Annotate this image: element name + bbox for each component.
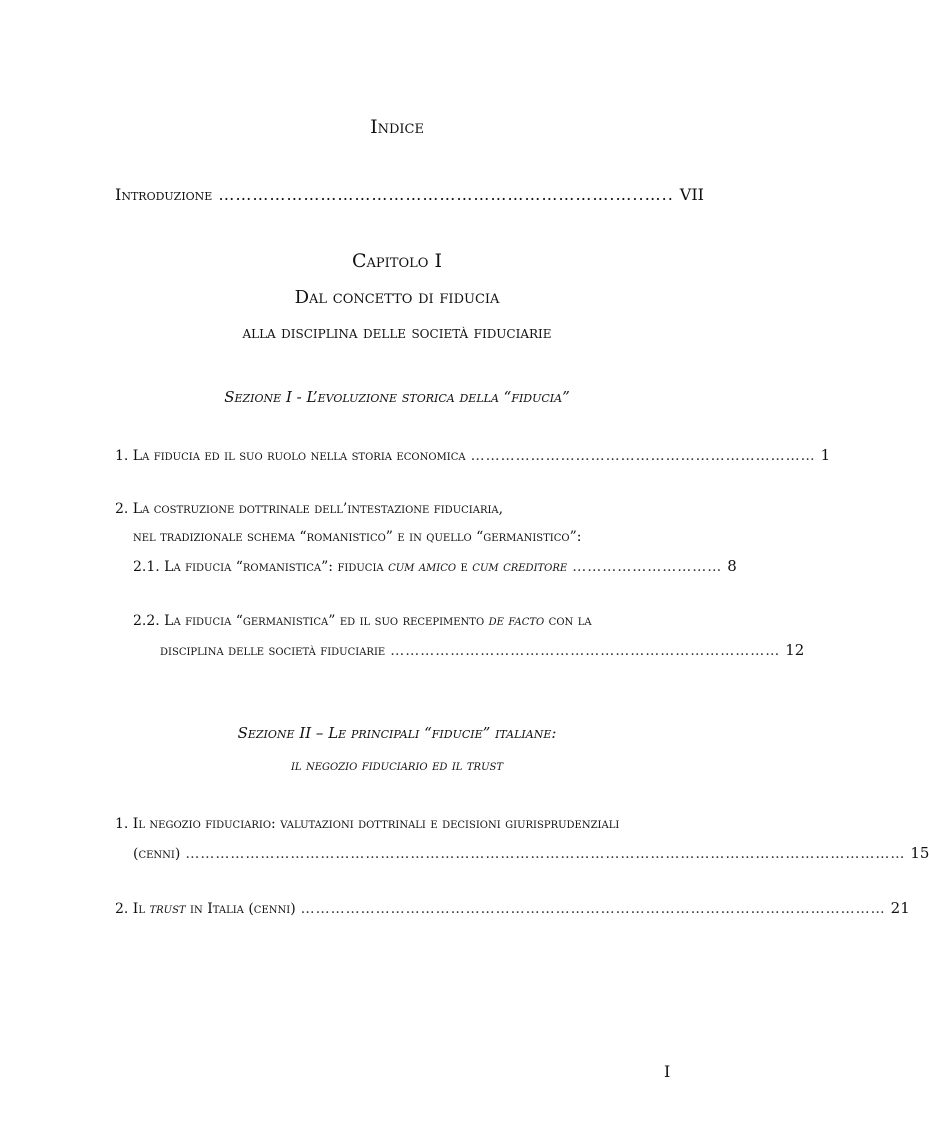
toc-entry-italic: cum creditore xyxy=(472,559,568,575)
toc-entry-text: 2. Il xyxy=(115,901,150,917)
toc-entry-1-2-line1[interactable]: 2. La costruzione dottrinale dell’intestazione fiduciaria, xyxy=(115,501,504,517)
toc-entry-2-1-line1[interactable]: 1. Il negozio fiduciario: valutazioni dottrinali e decisioni giurisprudenziali xyxy=(115,816,620,832)
toc-leader-dots: …………………………………………………………… xyxy=(470,448,816,464)
toc-entry-2-2[interactable] xyxy=(115,899,910,917)
toc-entry-text: e xyxy=(456,559,473,575)
toc-leader-dots: …………………………………………………………….…..….. xyxy=(218,185,674,204)
chapter-title-line1: Dal concetto di fiducia xyxy=(294,287,500,308)
chapter-title-line2: alla disciplina delle società fiduciarie xyxy=(242,323,552,343)
toc-entry-1-2-2-line1[interactable] xyxy=(133,613,592,629)
toc-entry-label xyxy=(115,901,296,917)
page-number: I xyxy=(664,1062,671,1081)
page-title: Indice xyxy=(370,116,424,138)
toc-leader-dots: ……………………………………………………………………………………………………………………………… xyxy=(185,846,906,862)
toc-leader-dots: ………………………… xyxy=(572,559,723,575)
toc-entry-label: (cenni) xyxy=(133,846,181,862)
toc-entry-label xyxy=(133,559,567,575)
toc-entry-label: disciplina delle società fiduciarie xyxy=(160,643,386,659)
toc-entry-label: 1. La fiducia ed il suo ruolo nella storia economica xyxy=(115,448,466,464)
toc-page-number: 21 xyxy=(890,899,910,917)
toc-page-number: 15 xyxy=(910,844,929,862)
toc-entry-italic: cum amico xyxy=(388,559,457,575)
toc-page-number: 8 xyxy=(727,557,737,575)
toc-entry-italic: trust xyxy=(149,901,186,917)
toc-entry-1-2-1[interactable] xyxy=(133,557,737,575)
toc-entry-italic: de facto xyxy=(488,613,545,629)
toc-entry-text: in Italia (cenni) xyxy=(185,901,296,917)
section-heading-2: Sezione II – Le principali “fiducie” italiane: xyxy=(237,724,557,742)
section-heading-2-subtitle: il negozio fiduciario ed il trust xyxy=(290,758,504,774)
toc-entry-introduzione[interactable] xyxy=(115,185,704,204)
chapter-label: Capitolo I xyxy=(352,250,442,272)
toc-entry-text: con la xyxy=(544,613,592,629)
toc-entry-text: 2.2. La fiducia “germanistica” ed il suo recepimento xyxy=(133,613,489,629)
section-heading-1: Sezione I - L’evoluzione storica della “fiducia” xyxy=(224,388,570,406)
toc-entry-1-2-line2: nel tradizionale schema “romanistico” e in quello “germanistico”: xyxy=(133,529,582,545)
toc-leader-dots: ……………………………………………………………………………………………………… xyxy=(300,901,886,917)
toc-leader-dots: …………………………………………………………………… xyxy=(390,643,781,659)
toc-entry-text: 2.1. La fiducia “romanistica”: fiducia xyxy=(133,559,389,575)
toc-page-number: 1 xyxy=(820,446,831,464)
toc-entry-2-1-line2[interactable] xyxy=(133,844,929,862)
toc-entry-1-1[interactable] xyxy=(115,446,831,464)
toc-entry-1-2-2-line2[interactable] xyxy=(160,641,805,659)
toc-page-number: 12 xyxy=(785,641,805,659)
toc-page-number: VII xyxy=(679,185,704,204)
toc-entry-label: Introduzione xyxy=(115,185,213,204)
